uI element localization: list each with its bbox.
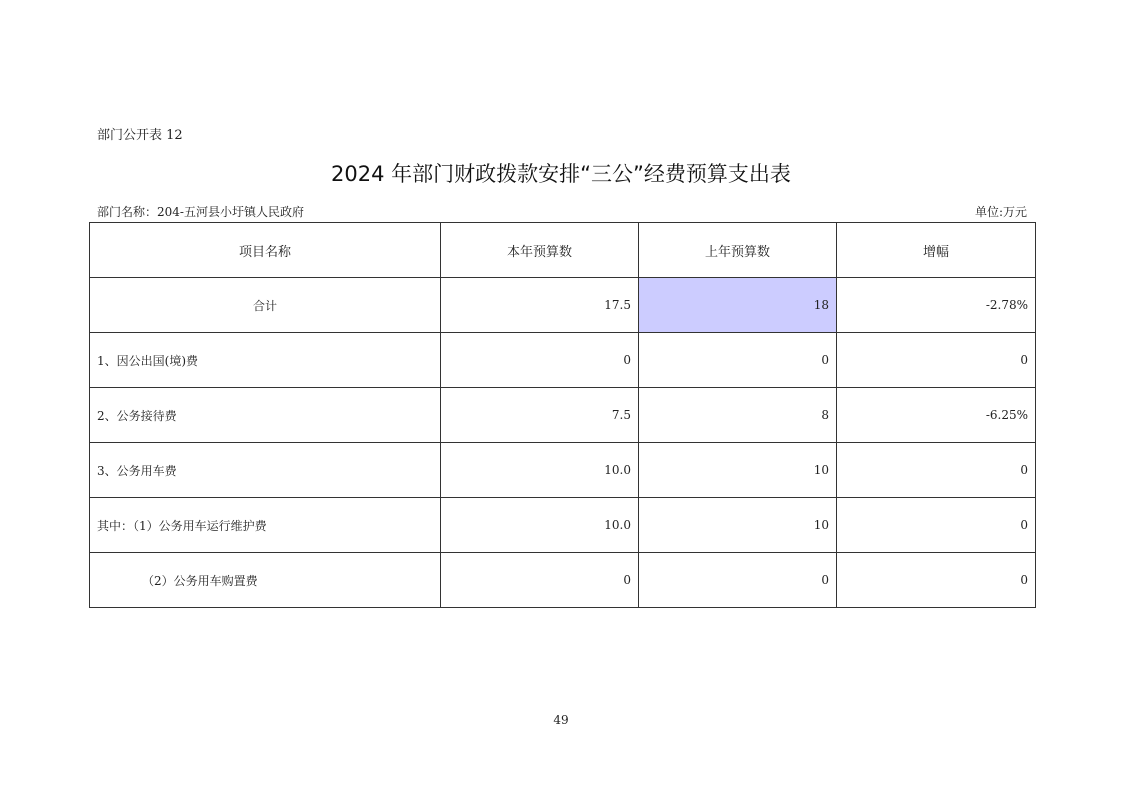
row-previous-budget: 10 <box>639 498 837 553</box>
row-change: 0 <box>837 333 1036 388</box>
row-current-budget: 7.5 <box>441 388 639 443</box>
row-change: 0 <box>837 553 1036 608</box>
row-previous-budget: 18 <box>639 278 837 333</box>
row-current-budget: 10.0 <box>441 498 639 553</box>
page-number: 49 <box>553 713 569 727</box>
table-row <box>90 553 1036 608</box>
column-header-item-name: 项目名称 <box>90 223 441 278</box>
table-row <box>90 333 1036 388</box>
row-name: 合计 <box>90 278 441 333</box>
row-previous-budget: 0 <box>639 553 837 608</box>
row-current-budget: 17.5 <box>441 278 639 333</box>
row-name: 2、公务接待费 <box>90 388 441 443</box>
row-previous-budget: 0 <box>639 333 837 388</box>
row-current-budget: 0 <box>441 333 639 388</box>
column-header-previous-budget: 上年预算数 <box>639 223 837 278</box>
table-row <box>90 498 1036 553</box>
row-previous-budget: 8 <box>639 388 837 443</box>
table-header-row <box>90 223 1036 278</box>
row-name: 其中：（1）公务用车运行维护费 <box>90 498 441 553</box>
row-change: -2.78% <box>837 278 1036 333</box>
row-current-budget: 10.0 <box>441 443 639 498</box>
row-name: （2）公务用车购置费 <box>90 553 441 608</box>
row-name: 1、因公出国(境)费 <box>90 333 441 388</box>
department-name: 部门名称：204-五河县小圩镇人民政府 <box>97 205 304 219</box>
column-header-change: 增幅 <box>837 223 1036 278</box>
row-change: 0 <box>837 498 1036 553</box>
column-header-current-budget: 本年预算数 <box>441 223 639 278</box>
row-name: 3、公务用车费 <box>90 443 441 498</box>
table-row-total <box>90 278 1036 333</box>
row-change: -6.25% <box>837 388 1036 443</box>
table-row <box>90 443 1036 498</box>
row-change: 0 <box>837 443 1036 498</box>
page-title: 2024 年部门财政拨款安排“三公”经费预算支出表 <box>331 162 791 186</box>
budget-table <box>89 222 1036 608</box>
table-label: 部门公开表 12 <box>97 128 183 143</box>
row-previous-budget: 10 <box>639 443 837 498</box>
unit-label: 单位:万元 <box>974 205 1027 219</box>
row-current-budget: 0 <box>441 553 639 608</box>
table-row <box>90 388 1036 443</box>
